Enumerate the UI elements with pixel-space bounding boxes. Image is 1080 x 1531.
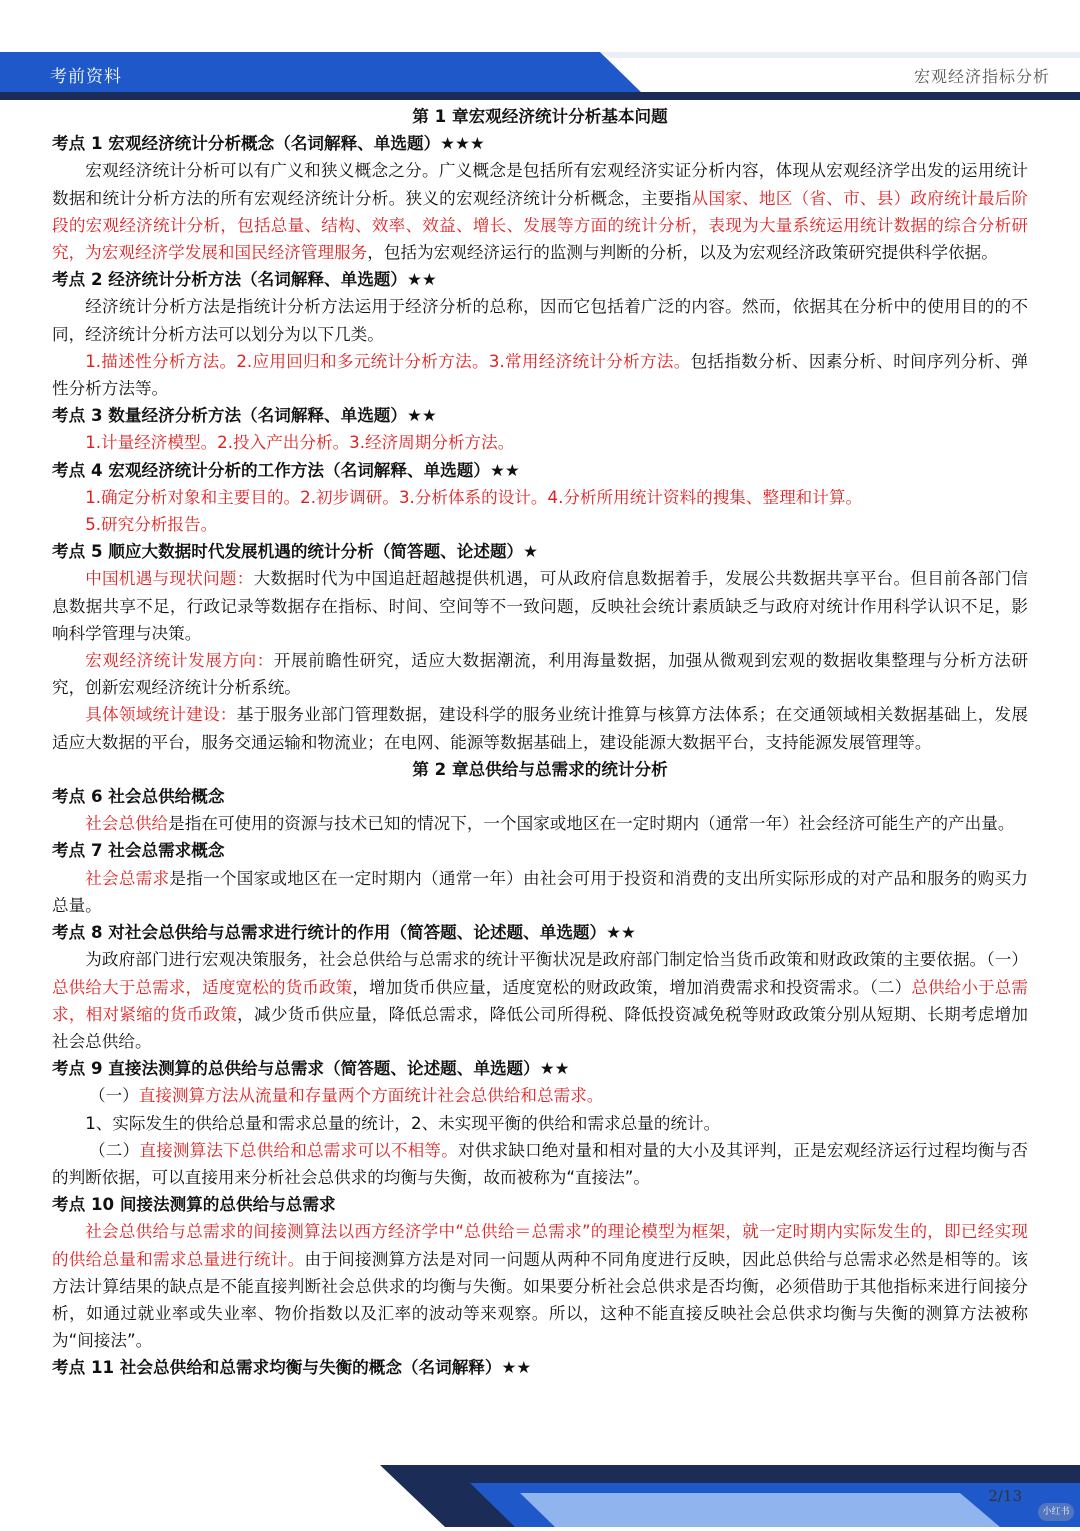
k8-highlight-2: 总供给小于总需求，相对紧缩的货币政策 [52, 977, 1029, 1024]
k8-text-e: ，减少货币供应量，降低总需求，降低公司所得税、降低投资减免税等财政政策分别从短期、长期考虑增加社会总供给。 [52, 1004, 1029, 1051]
kaodian-6-heading: 考点 6 社会总供给概念 [52, 787, 225, 807]
kaodian-1-heading: 考点 1 宏观经济统计分析概念（名词解释、单选题）★★★ [52, 134, 485, 154]
kaodian-5-paragraph-2 [52, 647, 1028, 701]
kaodian-2-heading: 考点 2 经济统计分析方法（名词解释、单选题）★★ [52, 270, 437, 290]
k5-text-3: 基于服务业部门管理数据，建设科学的服务业统计推算与核算方法体系；在交通领域相关数据基础上，发展适应大数据的平台，服务交通运输和物流业；在电网、能源等数据基础上，建设能源大数据平台，支持能源发展管理等。 [52, 705, 1028, 752]
k9-text-3: 对供求缺口绝对量和相对量的大小及其评判，正是宏观经济运行过程均衡与否的判断依据，可以直接用来分析社会总供求的均衡与失衡，故而被称为“直接法”。 [52, 1140, 1029, 1187]
k8-highlight-1: 总供给大于总需求，适度宽松的货币政策 [52, 977, 353, 997]
k1-text-a: 宏观经济统计分析可以有广义和狭义概念之分。广义概念是包括所有宏观经济实证分析内容，体现从宏观经济学出发的运用统计数据和统计分析方法的所有宏观经济统计分析。狭义的宏观经济统计分析概念，主要指 [52, 161, 1028, 208]
kaodian-2-paragraph-2 [52, 348, 1028, 402]
k1-highlight: 从国家、地区（省、市、县）政府统计最后阶段的宏观经济统计分析，包括总量、结构、效率、效益、增长、发展等方面的统计分析，表现为大量系统运用统计数据的综合分析研究，为宏观经济学发展和国民经济管理服务 [52, 188, 1029, 263]
kaodian-3-paragraph: 1.计量经济模型。2.投入产出分析。3.经济周期分析方法。 [85, 433, 515, 453]
kaodian-4-line-1: 1.确定分析对象和主要目的。2.初步调研。3.分析体系的设计。4.分析所用统计资料的搜集、整理和计算。 [85, 487, 863, 507]
k10-text-b: 由于间接测算方法是对同一问题从两种不同角度进行反映，因此总供给与总需求必然是相等的。该方法计算结果的缺点是不能直接判断社会总供求的均衡与失衡。如果要分析社会总供求是否均衡，必须借助于其他指标来进行间接分析，如通过就业率或失业率、物价指数以及汇率的波动等来观察。所以，这种不能直接反映社会总供求均衡与失衡的测算方法被称为“间接法”。 [52, 1249, 1029, 1351]
kaodian-10-heading: 考点 10 间接法测算的总供给与总需求 [52, 1195, 336, 1215]
kaodian-5-heading: 考点 5 顺应大数据时代发展机遇的统计分析（简答题、论述题）★ [52, 542, 539, 562]
chapter-2-title: 第 2 章总供给与总需求的统计分析 [412, 759, 668, 779]
k2-text-b: 包括指数分析、因素分析、时间序列分析、弹性分析方法等。 [52, 351, 1029, 399]
kaodian-6-paragraph [52, 810, 1028, 837]
kaodian-9-heading: 考点 9 直接法测算的总供给与总需求（简答题、论述题、单选题）★★ [52, 1059, 570, 1079]
header-light-strip [600, 52, 1080, 58]
k9-highlight-2: 直接测算法下总供给和总需求可以不相等。 [139, 1140, 458, 1160]
footer-light-band [520, 1493, 1000, 1527]
kaodian-2-paragraph-1: 经济统计分析方法是指统计分析方法运用于经济分析的总称，因而它包括着广泛的内容。然而，依据其在分析中的使用目的的不同，经济统计分析方法可以划分为以下几类。 [52, 297, 1028, 344]
k1-text-c: ，包括为宏观经济运行的监测与判断的分析，以及为宏观经济政策研究提供科学依据。 [367, 243, 998, 263]
kaodian-1-paragraph [52, 157, 1028, 266]
kaodian-3-heading: 考点 3 数量经济分析方法（名词解释、单选题）★★ [52, 406, 437, 426]
k6-term: 社会总供给 [85, 814, 169, 834]
kaodian-4-line-2: 5.研究分析报告。 [85, 515, 218, 535]
kaodian-10-paragraph [52, 1218, 1028, 1354]
page-footer [0, 1407, 1080, 1527]
footer-banner [0, 1407, 1080, 1527]
k9-marker-1: （一） [89, 1086, 139, 1106]
header-right-label: 宏观经济指标分析 [913, 67, 1050, 86]
header-banner [0, 0, 1080, 110]
k7-term: 社会总需求 [85, 868, 170, 888]
page-number: 2/13 [988, 1487, 1022, 1505]
kaodian-9-line-1 [52, 1082, 1028, 1109]
k5-label-2: 宏观经济统计发展方向： [85, 651, 274, 671]
kaodian-5-paragraph-1 [52, 565, 1028, 647]
watermark-badge: 小红书 [1038, 1503, 1074, 1521]
chapter-1-title: 第 1 章宏观经济统计分析基本问题 [412, 107, 668, 126]
k8-text-c: ，增加货币供应量，适度宽松的财政政策，增加消费需求和投资需求。（二） [352, 977, 912, 997]
kaodian-9-line-3 [52, 1137, 1028, 1191]
document-body [52, 103, 1028, 1382]
kaodian-11-heading: 考点 11 社会总供给和总需求均衡与失衡的概念（名词解释）★★ [52, 1358, 532, 1378]
k9-highlight-1: 直接测算方法从流量和存量两个方面统计社会总供给和总需求。 [138, 1086, 604, 1106]
kaodian-5-paragraph-3 [52, 701, 1028, 755]
kaodian-7-paragraph [52, 865, 1028, 919]
header-left-label: 考前资料 [50, 67, 122, 87]
k10-highlight: 社会总供给与总需求的间接测算法以西方经济学中“总供给＝总需求”的理论模型为框架，就一定时期内实际发生的，即已经实现的供给总量和需求总量进行统计。 [52, 1222, 1028, 1269]
k9-marker-2: （二） [89, 1140, 140, 1160]
k5-text-2: 开展前瞻性研究，适应大数据潮流，利用海量数据，加强从微观到宏观的数据收集整理与分析方法研究，创新宏观经济统计分析系统。 [52, 651, 1029, 698]
kaodian-8-paragraph [52, 946, 1028, 1055]
page-header [0, 0, 1080, 110]
k8-text-a: 为政府部门进行宏观决策服务，社会总供给与总需求的统计平衡状况是政府部门制定恰当货币政策和财政政策的主要依据。（一） [85, 950, 1028, 970]
kaodian-8-heading: 考点 8 对社会总供给与总需求进行统计的作用（简答题、论述题、单选题）★★ [52, 923, 636, 943]
k7-text: 是指一个国家或地区在一定时期内（通常一年）由社会可用于投资和消费的支出所实际形成的对产品和服务的购买力总量。 [52, 868, 1028, 915]
k2-highlight: 1.描述性分析方法。2.应用回归和多元统计分析方法。3.常用经济统计分析方法。 [85, 351, 691, 371]
kaodian-4-heading: 考点 4 宏观经济统计分析的工作方法（名词解释、单选题）★★ [52, 460, 520, 480]
k5-label-3: 具体领域统计建设： [85, 705, 237, 725]
k5-text-1: 大数据时代为中国追赶超越提供机遇，可从政府信息数据着手，发展公共数据共享平台。但目前各部门信息数据共享不足，行政记录等数据存在指标、时间、空间等不一致问题，反映社会统计素质缺乏与政府对统计作用科学认识不足，影响科学管理与决策。 [52, 569, 1029, 643]
kaodian-7-heading: 考点 7 社会总需求概念 [52, 841, 225, 861]
k6-text: 是指在可使用的资源与技术已知的情况下，一个国家或地区在一定时期内（通常一年）社会经济可能生产的产出量。 [168, 814, 1015, 834]
header-navy-rule [0, 92, 1080, 100]
k5-label-1: 中国机遇与现状问题： [85, 569, 254, 589]
kaodian-9-line-2: 1、实际发生的供给总量和需求总量的统计，2、未实现平衡的供给和需求总量的统计。 [85, 1113, 721, 1133]
